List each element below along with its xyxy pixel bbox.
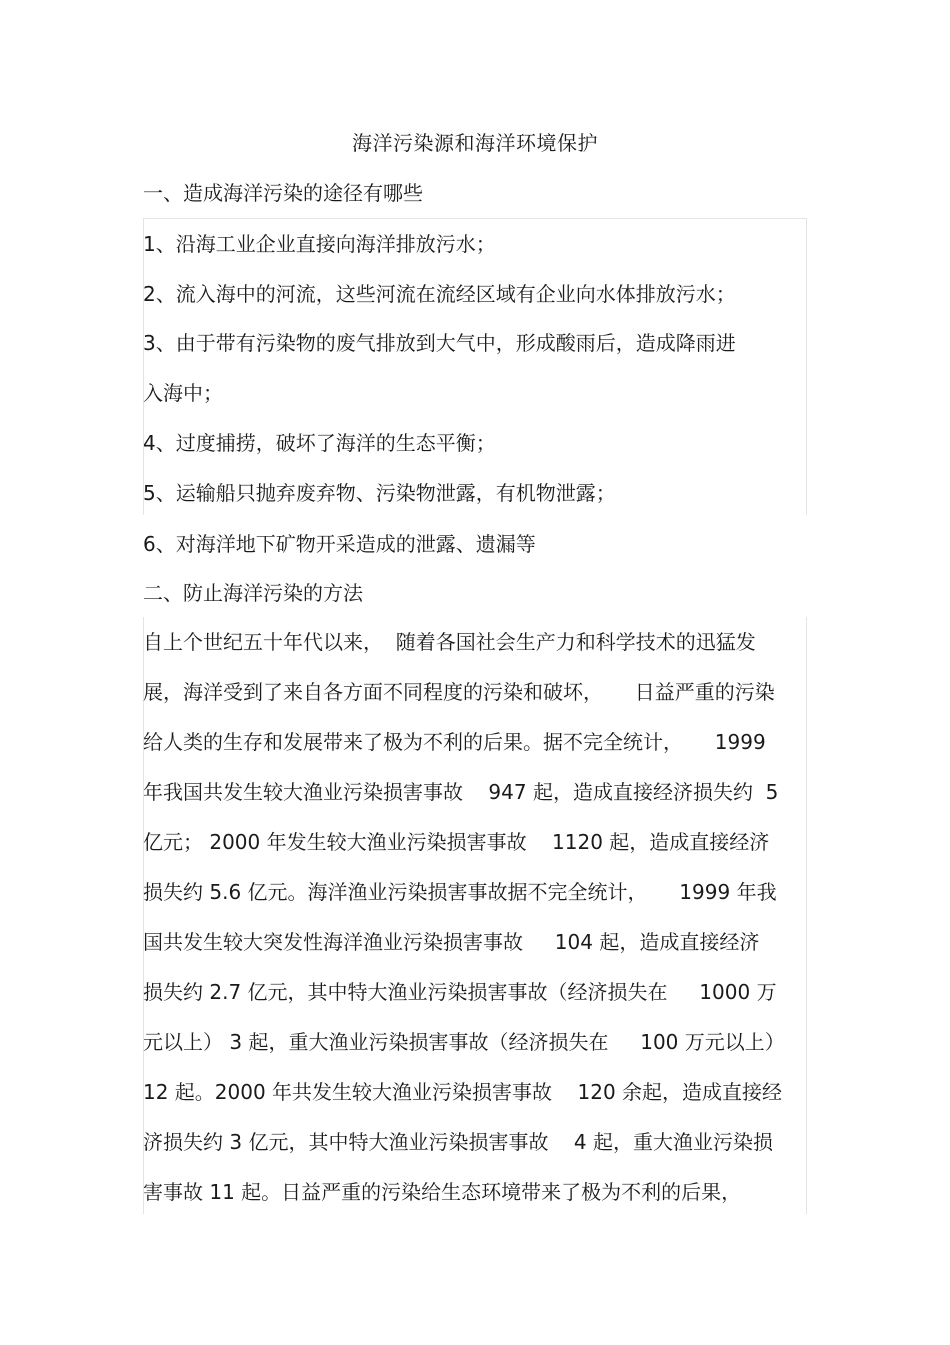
paragraph-line: 亿元； 2000 年发生较大渔业污染损害事故 1120 起，造成直接经济 bbox=[143, 830, 770, 854]
paragraph-line: 元以上） 3 起，重大渔业污染损害事故（经济损失在 100 万元以上） bbox=[143, 1030, 785, 1054]
paragraph-line: 自上个世纪五十年代以来， 随着各国社会生产力和科学技术的迅猛发 bbox=[143, 630, 756, 654]
paragraph-line: 害事故 11 起。日益严重的污染给生态环境带来了极为不利的后果， bbox=[143, 1180, 742, 1204]
frame-left-1 bbox=[143, 218, 144, 515]
paragraph-line: 济损失约 3 亿元，其中特大渔业污染损害事故 4 起，重大渔业污染损 bbox=[143, 1130, 773, 1154]
frame-top-1 bbox=[143, 218, 807, 219]
paragraph-line: 损失约 5.6 亿元。海洋渔业污染损害事故据不完全统计， 1999 年我 bbox=[143, 880, 777, 904]
frame-right-2 bbox=[806, 617, 807, 1214]
list-item: 3、由于带有污染物的废气排放到大气中，形成酸雨后，造成降雨进 bbox=[143, 331, 736, 355]
paragraph-line: 损失约 2.7 亿元，其中特大渔业污染损害事故（经济损失在 1000 万 bbox=[143, 980, 777, 1004]
paragraph-line: 给人类的生存和发展带来了极为不利的后果。据不完全统计， 1999 bbox=[143, 730, 766, 754]
frame-right-1 bbox=[806, 218, 807, 515]
list-item: 1、沿海工业企业直接向海洋排放污水； bbox=[143, 232, 496, 256]
paragraph-line: 国共发生较大突发性海洋渔业污染损害事故 104 起，造成直接经济 bbox=[143, 930, 760, 954]
section-heading-1: 一、造成海洋污染的途径有哪些 bbox=[143, 181, 423, 205]
list-item: 4、过度捕捞，破坏了海洋的生态平衡； bbox=[143, 431, 496, 455]
paragraph-line: 12 起。2000 年共发生较大渔业污染损害事故 120 余起，造成直接经 bbox=[143, 1080, 783, 1104]
document-title: 海洋污染源和海洋环境保护 bbox=[352, 131, 598, 155]
list-item: 6、对海洋地下矿物开采造成的泄露、遗漏等 bbox=[143, 532, 536, 556]
list-item-continuation: 入海中； bbox=[143, 381, 223, 405]
paragraph-line: 展，海洋受到了来自各方面不同程度的污染和破坏， 日益严重的污染 bbox=[143, 680, 775, 704]
section-heading-2: 二、防止海洋污染的方法 bbox=[143, 581, 363, 605]
list-item: 2、流入海中的河流，这些河流在流经区域有企业向水体排放污水； bbox=[143, 282, 736, 306]
paragraph-line: 年我国共发生较大渔业污染损害事故 947 起，造成直接经济损失约 5 bbox=[143, 780, 779, 804]
list-item: 5、运输船只抛弃废弃物、污染物泄露，有机物泄露； bbox=[143, 481, 616, 505]
